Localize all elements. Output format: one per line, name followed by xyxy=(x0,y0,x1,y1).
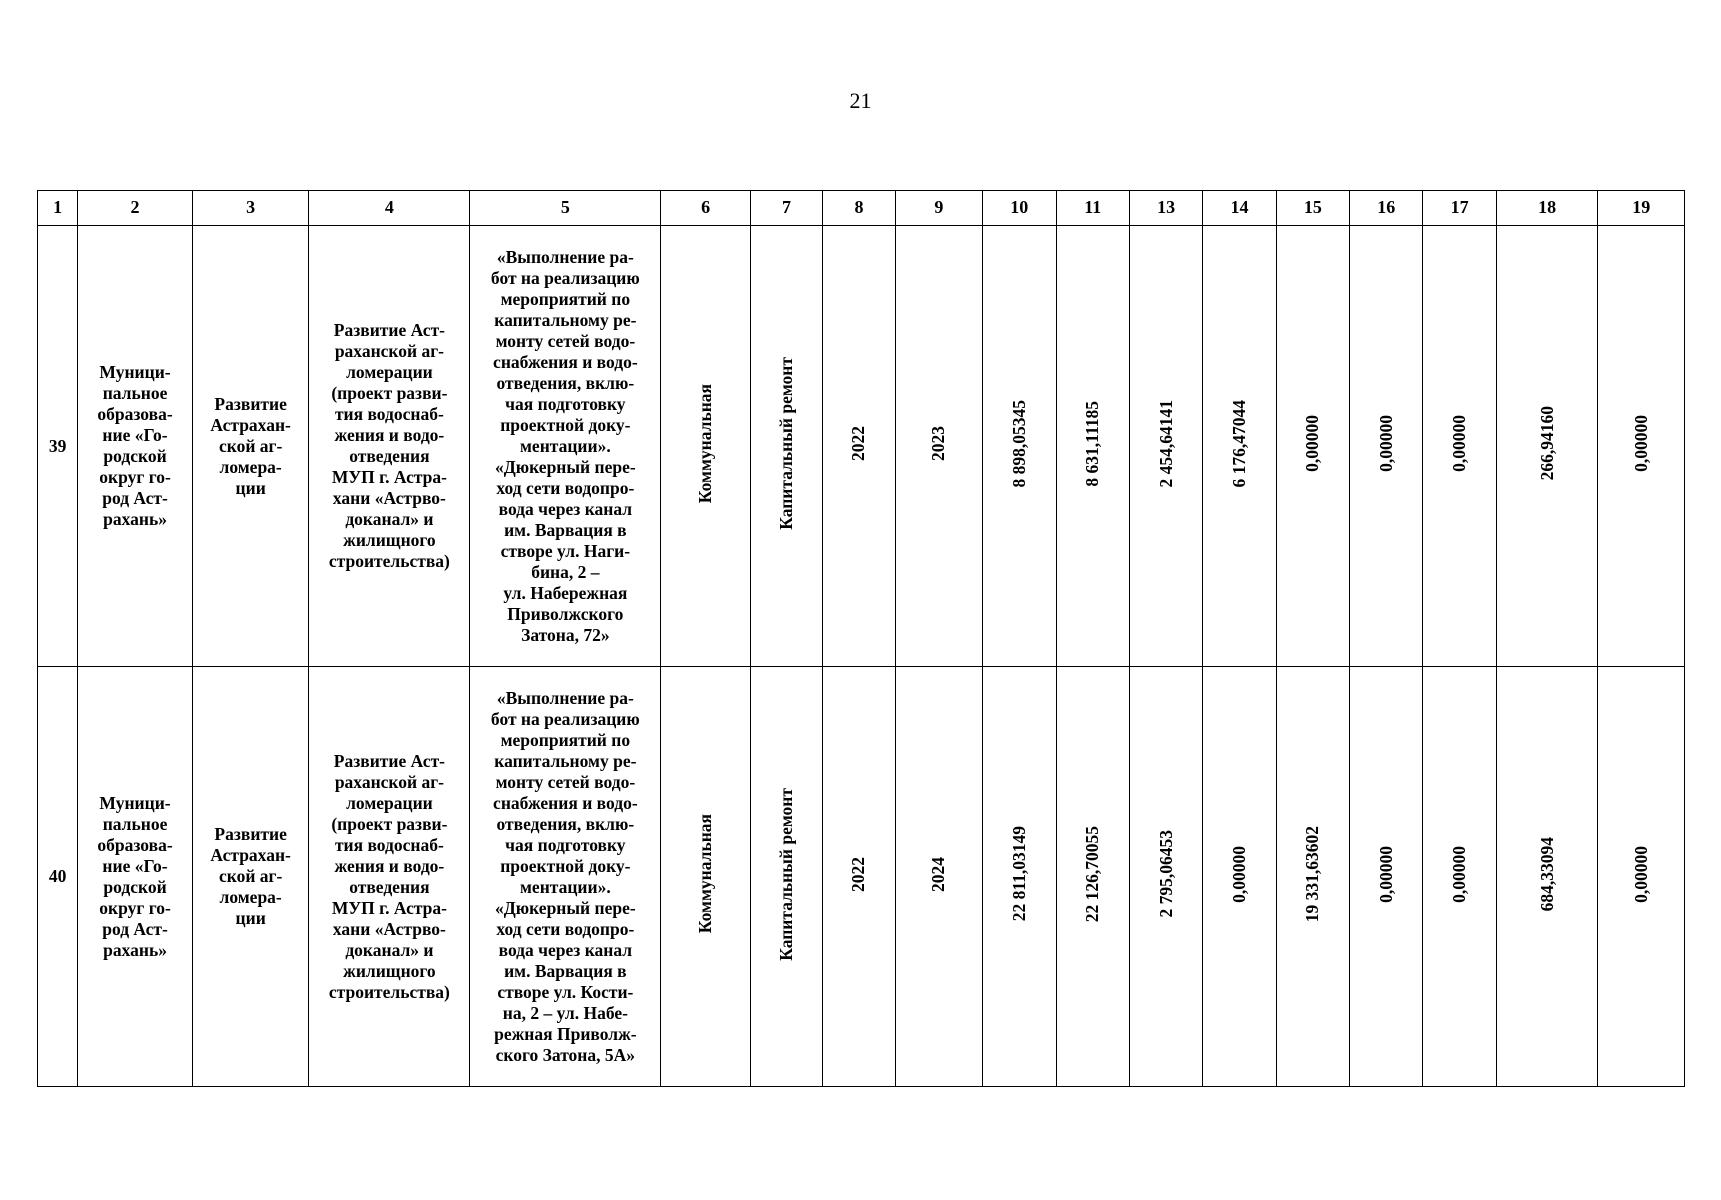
value-text: 6 176,47044 xyxy=(1228,399,1249,488)
header-cell: 1 xyxy=(38,191,78,226)
table-row xyxy=(38,226,1685,667)
value-cell-19 xyxy=(1598,226,1685,667)
value-cell-18 xyxy=(1496,667,1598,1087)
value-text: 2 454,64141 xyxy=(1155,399,1176,488)
header-cell: 4 xyxy=(309,191,470,226)
year-start-text: 2022 xyxy=(848,426,869,461)
work-type-text: Капитальный ремонт xyxy=(776,357,797,530)
table-row xyxy=(38,667,1685,1087)
header-cell: 19 xyxy=(1598,191,1685,226)
municipality-cell xyxy=(78,667,193,1087)
municipality-cell xyxy=(78,226,193,667)
program-table xyxy=(37,190,1685,1087)
value-text: 0,00000 xyxy=(1375,845,1396,903)
value-cell-10 xyxy=(983,226,1056,667)
event-text: «Выполнение ра- бот на реализацию мероприятий по капитальному ре- монту сетей водо- снабжения и водо- отведения, вклю- чая подготовку проектной доку- ментации». «Дюкерный пере- ход сети водопро- вода через канал им. Варвация в створе ул. Наги- бина, 2 – ул. Набережная Приволжского Затона, 72» xyxy=(490,246,640,645)
header-cell: 13 xyxy=(1129,191,1202,226)
value-cell-11 xyxy=(1056,226,1129,667)
header-cell: 18 xyxy=(1496,191,1598,226)
value-cell-15 xyxy=(1276,226,1349,667)
value-text: 0,00000 xyxy=(1302,415,1323,472)
value-text: 8 898,05345 xyxy=(1008,399,1029,488)
program-text: Развитие Астрахан- ской аг- ломера- ции xyxy=(210,824,291,928)
value-cell-17 xyxy=(1423,226,1496,667)
value-text: 0,00000 xyxy=(1375,415,1396,472)
header-cell: 11 xyxy=(1056,191,1129,226)
year-start-cell xyxy=(823,667,895,1087)
header-cell: 15 xyxy=(1276,191,1349,226)
header-row xyxy=(38,191,1685,226)
value-cell-18 xyxy=(1496,226,1598,667)
project-cell xyxy=(309,667,470,1087)
value-cell-10 xyxy=(983,667,1056,1087)
value-text: 0,00000 xyxy=(1228,845,1249,903)
value-cell-19 xyxy=(1598,667,1685,1087)
value-text: 22 126,70055 xyxy=(1082,825,1103,923)
header-cell: 5 xyxy=(470,191,661,226)
municipality-text: Муници- пальное образова- ние «Го- родской округ го- род Аст- рахань» xyxy=(97,362,173,529)
project-text: Развитие Аст- раханской аг- ломерации (проект разви- тия водоснаб- жения и водо- отведения МУП г. Астра- хани «Астрво- доканал» и жилищного строительства) xyxy=(328,320,450,571)
work-type-cell xyxy=(750,667,822,1087)
sphere-cell xyxy=(661,667,750,1087)
program-text: Развитие Астрахан- ской аг- ломера- ции xyxy=(210,393,291,498)
sphere-text: Коммунальная xyxy=(695,383,716,504)
value-cell-13 xyxy=(1129,226,1202,667)
program-cell xyxy=(192,226,309,667)
event-cell xyxy=(470,667,661,1087)
year-end-cell xyxy=(895,226,982,667)
header-cell: 10 xyxy=(983,191,1056,226)
header-cell: 6 xyxy=(661,191,750,226)
value-cell-15 xyxy=(1276,667,1349,1087)
page-number: 21 xyxy=(849,88,872,113)
value-cell-16 xyxy=(1350,226,1423,667)
event-cell xyxy=(470,226,661,667)
value-cell-17 xyxy=(1423,667,1496,1087)
value-cell-14 xyxy=(1203,667,1276,1087)
value-text: 0,00000 xyxy=(1449,845,1470,903)
value-text: 19 331,63602 xyxy=(1302,825,1323,923)
header-cell: 16 xyxy=(1350,191,1423,226)
project-cell xyxy=(309,226,470,667)
row-number: 40 xyxy=(38,667,78,1087)
sphere-cell xyxy=(661,226,750,667)
event-text: «Выполнение ра- бот на реализацию мероприятий по капитальному ре- монту сетей водо- снабжения и водо- отведения, вклю- чая подготовку проектной доку- ментации». «Дюкерный пере- ход сети водопро- вода через канал им. Варвация в створе ул. Кости- на, 2 – ул. Набе- режная Приволж- ского Затона, 5А» xyxy=(490,687,640,1065)
municipality-text: Муници- пальное образова- ние «Го- родской округ го- род Аст- рахань» xyxy=(97,792,173,960)
value-cell-14 xyxy=(1203,226,1276,667)
program-cell xyxy=(192,667,309,1087)
project-text: Развитие Аст- раханской аг- ломерации (проект разви- тия водоснаб- жения и водо- отведения МУП г. Астра- хани «Астрво- доканал» и жилищного строительства) xyxy=(328,750,450,1002)
header-cell: 17 xyxy=(1423,191,1496,226)
value-cell-13 xyxy=(1129,667,1202,1087)
year-end-text: 2023 xyxy=(928,426,949,461)
year-start-cell xyxy=(823,226,895,667)
work-type-cell xyxy=(750,226,822,667)
header-cell: 7 xyxy=(750,191,822,226)
year-end-text: 2024 xyxy=(928,856,949,892)
header-cell: 8 xyxy=(823,191,895,226)
sphere-text: Коммунальная xyxy=(695,814,716,934)
value-text: 8 631,11185 xyxy=(1082,400,1103,487)
value-text: 2 795,06453 xyxy=(1155,830,1176,918)
year-start-text: 2022 xyxy=(848,856,869,892)
value-cell-16 xyxy=(1350,667,1423,1087)
work-type-text: Капитальный ремонт xyxy=(776,787,797,961)
value-text: 22 811,03149 xyxy=(1008,826,1029,922)
value-text: 0,00000 xyxy=(1630,415,1651,472)
header-cell: 9 xyxy=(895,191,982,226)
value-text: 266,94160 xyxy=(1536,406,1557,481)
header-cell: 14 xyxy=(1203,191,1276,226)
value-cell-11 xyxy=(1056,667,1129,1087)
year-end-cell xyxy=(895,667,982,1087)
header-cell: 3 xyxy=(192,191,309,226)
row-number: 39 xyxy=(38,226,78,667)
header-cell: 2 xyxy=(78,191,193,226)
value-text: 0,00000 xyxy=(1449,415,1470,472)
value-text: 0,00000 xyxy=(1630,845,1651,903)
value-text: 684,33094 xyxy=(1536,836,1557,912)
